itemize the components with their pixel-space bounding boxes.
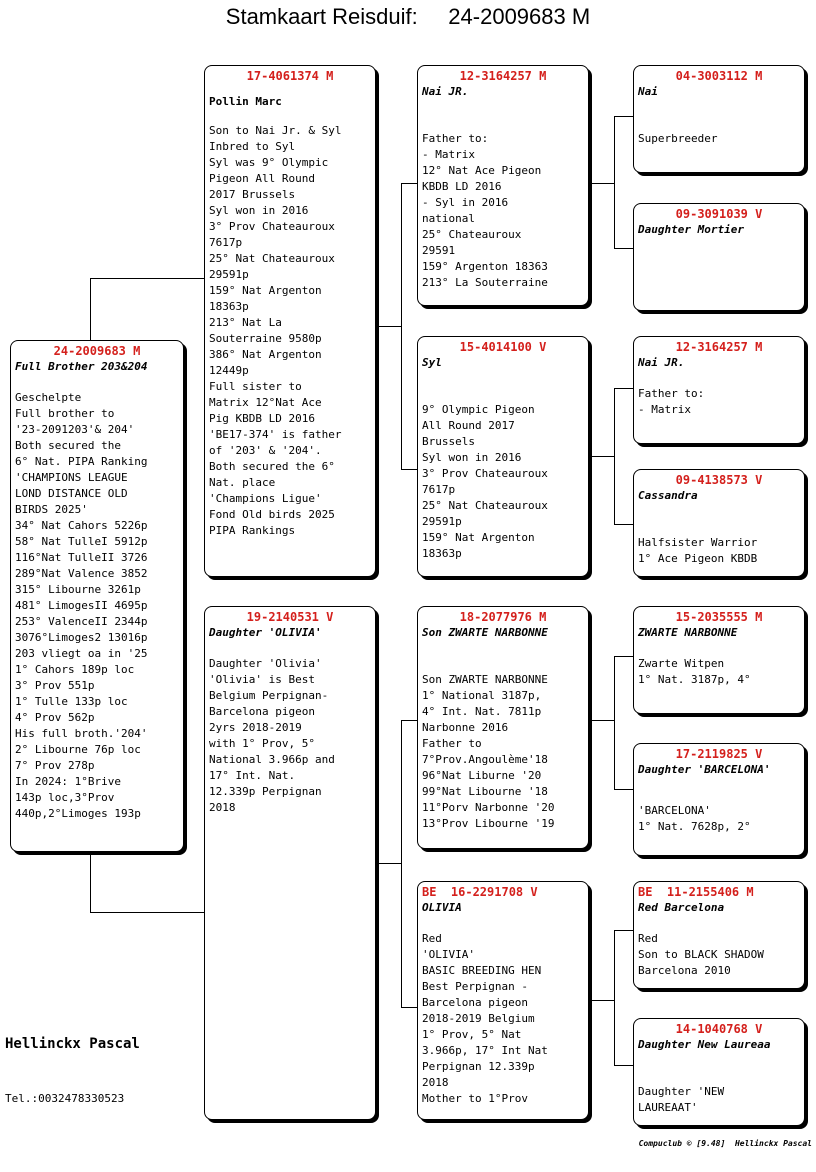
- pigeon-name: OLIVIA: [422, 901, 462, 914]
- ring-number: BE 11-2155406 M: [638, 885, 754, 899]
- paternal-grandfather-card[interactable]: [417, 65, 589, 306]
- maternal-grandmother-card[interactable]: [417, 881, 589, 1120]
- ring-number: 17-4061374 M: [246, 69, 334, 83]
- ring-number: BE 16-2291708 V: [422, 885, 538, 899]
- pigeon-name: Red Barcelona: [638, 901, 725, 914]
- connector-line: [401, 720, 417, 721]
- connector-line: [401, 469, 417, 470]
- connector-line: [401, 720, 402, 1007]
- connector-line: [589, 183, 614, 184]
- connector-line: [401, 183, 402, 469]
- ring-number: 09-4138573 V: [675, 473, 763, 487]
- ring-number: 12-3164257 M: [675, 340, 763, 354]
- connector-line: [614, 930, 633, 931]
- connector-line: [614, 248, 633, 249]
- ring-number: 19-2140531 V: [246, 610, 334, 624]
- connector-line: [589, 456, 614, 457]
- ggp-mff-card[interactable]: [633, 606, 805, 714]
- father-card[interactable]: [204, 65, 376, 577]
- connector-line: [614, 524, 633, 525]
- pigeon-info: Son ZWARTE NARBONNE 1° National 3187p, 4° Int. Nat. 7811p Narbonne 2016 Father to 7°Prov.Angoulème'18 96°Nat Liburne '20 99°Nat Libourne '18 11°Porv Narbonne '20 13°Prov Libourne '19: [422, 673, 555, 830]
- pigeon-name: Nai JR.: [422, 85, 469, 98]
- pigeon-info: 9° Olympic Pigeon All Round 2017 Brussels Syl won in 2016 3° Prov Chateauroux 7617p 25° Nat Chateauroux 29591p 159° Nat Argenton 18363p: [422, 403, 548, 560]
- connector-line: [90, 912, 204, 913]
- ring-number: 15-4014100 V: [459, 340, 547, 354]
- connector-line: [614, 656, 615, 789]
- ring-number: 17-2119825 V: [675, 747, 763, 761]
- connector-line: [376, 863, 401, 864]
- ggp-mfm-card[interactable]: [633, 743, 805, 856]
- pigeon-name: Daughter New Laureaa: [638, 1038, 771, 1051]
- page-title: Stamkaart Reisduif: 24-2009683 M: [225, 4, 591, 29]
- pigeon-name: Daughter Mortier: [638, 223, 744, 236]
- maternal-grandfather-card[interactable]: [417, 606, 589, 849]
- pigeon-info: Red Son to BLACK SHADOW Barcelona 2010: [638, 932, 764, 977]
- pigeon-info: 'BARCELONA' 1° Nat. 7628p, 2°: [638, 804, 751, 833]
- connector-line: [614, 656, 633, 657]
- subject-card[interactable]: [10, 340, 184, 852]
- connector-line: [401, 183, 417, 184]
- ggp-ffm-card[interactable]: [633, 203, 805, 311]
- ggp-mmm-card[interactable]: [633, 1018, 805, 1126]
- pigeon-info: Father to: - Matrix: [638, 387, 705, 416]
- pigeon-info: Halfsister Warrior 1° Ace Pigeon KBDB: [638, 536, 758, 565]
- pigeon-name: Daughter 'OLIVIA': [209, 626, 322, 639]
- pigeon-name: Full Brother 203&204: [15, 360, 148, 373]
- connector-line: [614, 116, 615, 248]
- ring-number: 12-3164257 M: [459, 69, 547, 83]
- pigeon-info: Superbreeder: [638, 132, 718, 145]
- connector-line: [401, 1007, 417, 1008]
- connector-line: [90, 852, 91, 912]
- pigeon-name: Cassandra: [638, 489, 698, 502]
- paternal-grandmother-card[interactable]: [417, 336, 589, 577]
- pigeon-name: ZWARTE NARBONNE: [638, 626, 738, 639]
- pigeon-name: Pollin Marc: [209, 95, 282, 108]
- pigeon-info: Zwarte Witpen 1° Nat. 3187p, 4°: [638, 657, 751, 686]
- connector-line: [614, 1065, 633, 1066]
- pigeon-name: Daughter 'BARCELONA': [638, 763, 771, 776]
- ring-number: 09-3091039 V: [675, 207, 763, 221]
- pigeon-name: Syl: [422, 356, 442, 369]
- ring-number: 04-3003112 M: [675, 69, 763, 83]
- pigeon-info: Father to: - Matrix 12° Nat Ace Pigeon KBDB LD 2016 - Syl in 2016 national 25° Chateauroux 29591 159° Argenton 18363 213° La Souterraine: [422, 132, 548, 289]
- ggp-fmm-card[interactable]: [633, 469, 805, 577]
- pigeon-info: Geschelpte Full brother to '23-2091203'& 204' Both secured the 6° Nat. PIPA Ranking 'CHAMPIONS LEAGUE LOND DISTANCE OLD BIRDS 2025' 34° Nat Cahors 5226p 58° Nat TulleI 5912p 116°Nat TulleII 3726 289°Nat Valence 3852 315° Libourne 3261p 481° LimogesII 4695p 253° ValenceII 2344p 3076°Limoges2 13016p 203 vliegt oa in '25 1° Cahors 189p loc 3° Prov 551p 1° Tulle 133p loc 4° Prov 562p His full broth.'204' 2° Libourne 76p loc 7° Prov 278p In 2024: 1°Brive 143p loc,3°Prov 440p,2°Limoges 193p: [15, 391, 148, 820]
- ring-number: 18-2077976 M: [459, 610, 547, 624]
- connector-line: [614, 116, 633, 117]
- connector-line: [90, 278, 204, 279]
- connector-line: [614, 388, 615, 524]
- ring-number: 14-1040768 V: [675, 1022, 763, 1036]
- owner-name: Hellinckx Pascal: [5, 1036, 140, 1052]
- ggp-mmf-card[interactable]: [633, 881, 805, 989]
- ggp-fmf-card[interactable]: [633, 336, 805, 444]
- footer-credit: Compuclub © [9.48] Hellinckx Pascal: [638, 1139, 812, 1148]
- pigeon-info: Son to Nai Jr. & Syl Inbred to Syl Syl was 9° Olympic Pigeon All Round 2017 Brussels Syl won in 2016 3° Prov Chateauroux 7617p 25° Nat Chateauroux 29591p 159° Nat Argenton 18363p 213° Nat La Souterraine 9580p 386° Nat Argenton 12449p Full sister to Matrix 12°Nat Ace Pig KBDB LD 2016 'BE17-374' is father of '203' & '204'. Both secured the 6° Nat. place 'Champions Ligue' Fond Old birds 2025 PIPA Rankings: [209, 124, 342, 537]
- mother-card[interactable]: [204, 606, 376, 1120]
- connector-line: [614, 388, 633, 389]
- connector-line: [90, 278, 91, 340]
- connector-line: [589, 1000, 614, 1001]
- connector-line: [376, 326, 401, 327]
- ring-number: 24-2009683 M: [53, 344, 141, 358]
- ggp-fff-card[interactable]: [633, 65, 805, 173]
- connector-line: [614, 930, 615, 1065]
- pigeon-info: Red 'OLIVIA' BASIC BREEDING HEN Best Perpignan - Barcelona pigeon 2018-2019 Belgium 1° Prov, 5° Nat 3.966p, 17° Int Nat Perpignan 12.339p 2018 Mother to 1°Prov: [422, 932, 548, 1105]
- ring-number: 15-2035555 M: [675, 610, 763, 624]
- pigeon-name: Nai JR.: [638, 356, 685, 369]
- connector-line: [589, 720, 614, 721]
- pigeon-name: Son ZWARTE NARBONNE: [422, 626, 548, 639]
- owner-phone: Tel.:0032478330523: [5, 1092, 125, 1105]
- pigeon-info: Daughter 'NEW LAUREAAT': [638, 1085, 725, 1114]
- pigeon-info: Daughter 'Olivia' 'Olivia' is Best Belgium Perpignan- Barcelona pigeon 2yrs 2018-2019 with 1° Prov, 5° National 3.966p and 17° Int. Nat. 12.339p Perpignan 2018: [209, 657, 335, 814]
- connector-line: [614, 789, 633, 790]
- pigeon-name: Nai: [638, 85, 658, 98]
